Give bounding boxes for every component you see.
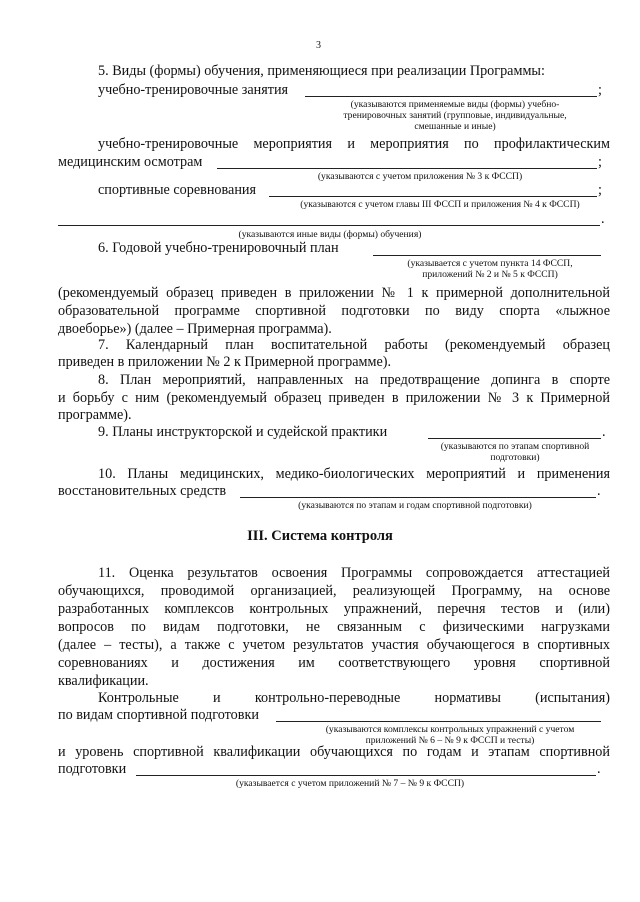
level-fill-line [136,775,596,776]
section6-line2: образовательной программе спортивной подготовки по виду спорта «лыжное [58,303,610,319]
section-title: III. Система контроля [247,528,393,544]
section10-line2: восстановительных средств [58,483,227,499]
section10-line1: 10. Планы медицинских, медико-биологических мероприятий и применения [98,466,610,482]
norms-fill-line [276,721,601,722]
section7-line2: приведен в приложении № 2 к Примерной программе). [58,354,392,370]
section9-note: (указываются по этапам спортивной подготовки) [440,441,590,463]
competitions-label: спортивные соревнования [98,182,257,198]
level-end: . [597,761,601,777]
section11-line7: квалификации. [58,673,149,689]
level-line1: и уровень спортивной квалификации обучающихся по годам и этапам спортивной [58,744,610,760]
section11-line3: разработанных комплексов контрольных упражнений, перечня тестов и (или) [58,601,610,617]
section10-end: . [597,483,601,499]
section9-heading: 9. Планы инструкторской и судейской практики [98,424,388,440]
section8-line2: и борьбу с ним (рекомендуемый образец приведен в приложении № 3 к Примерной [58,390,610,406]
norms-note: (указываются комплексы контрольных упражнений с учетом приложений № 6 – № 9 к ФССП и тесты) [325,724,575,746]
training-label: учебно-тренировочные занятия [98,82,289,98]
level-note: (указывается с учетом приложений № 7 – № 9 к ФССП) [235,778,465,789]
events-line2: медицинским осмотрам [58,154,203,170]
events-note: (указываются с учетом приложения № 3 к ФССП) [317,171,523,182]
section6-heading: 6. Годовой учебно-тренировочный план [98,240,339,256]
norms-line2: по видам спортивной подготовки [58,707,259,723]
section6-line1: (рекомендуемый образец приведен в приложении № 1 к примерной дополнительной [58,285,610,301]
section8-line1: 8. План мероприятий, направленных на предотвращение допинга в спорте [98,372,610,388]
practice-fill-line [428,438,601,439]
section11-line6: соревнованиях и достижения им соответствующего уровня спортивной [58,655,610,671]
section11-line1: 11. Оценка результатов освоения Программы сопровождается аттестацией [98,565,610,581]
section6-note: (указывается с учетом пункта 14 ФССП, приложений № 2 и № 5 к ФССП) [407,258,573,280]
section9-end: . [602,424,606,440]
level-line2: подготовки [58,761,127,777]
other-end: . [601,211,605,227]
section11-line5: (далее – тесты), а также с учетом результатов участия обучающегося в спортивных [58,637,610,653]
events-end: ; [598,154,602,170]
plan-fill-line [373,255,601,256]
other-fill-line [58,225,600,226]
section7-line1: 7. Календарный план воспитательной работы (рекомендуемый образец [98,337,610,353]
training-note: (указываются применяемые виды (формы) учебно-тренировочных занятий (групповые, индивидуальные, смешанные и иные) [343,99,567,132]
means-fill-line [240,497,596,498]
section6-line3: двоеборье») (далее – Примерная программа). [58,321,332,337]
section11-line2: обучающихся, проводимой организацией, реализующей Программу, на основе [58,583,610,599]
competitions-end: ; [598,182,602,198]
section5-heading: 5. Виды (формы) обучения, применяющиеся при реализации Программы: [98,63,545,79]
training-end: ; [598,82,602,98]
competitions-note: (указываются с учетом главы III ФССП и приложения № 4 к ФССП) [300,199,580,210]
section10-note: (указываются по этапам и годам спортивной подготовки) [298,500,532,511]
norms-line1: Контрольные и контрольно-переводные нормативы (испытания) [98,690,610,706]
events-fill-line [217,168,597,169]
page-number: 3 [316,40,321,51]
competitions-fill-line [269,196,597,197]
training-fill-line [305,96,597,97]
section8-line3: программе). [58,407,132,423]
section11-line4: вопросов по видам подготовки, не связанным с физическими нагрузками [58,619,610,635]
other-note: (указываются иные виды (формы) обучения) [238,229,422,240]
events-line1: учебно-тренировочные мероприятия и мероприятия по профилактическим [98,136,610,152]
